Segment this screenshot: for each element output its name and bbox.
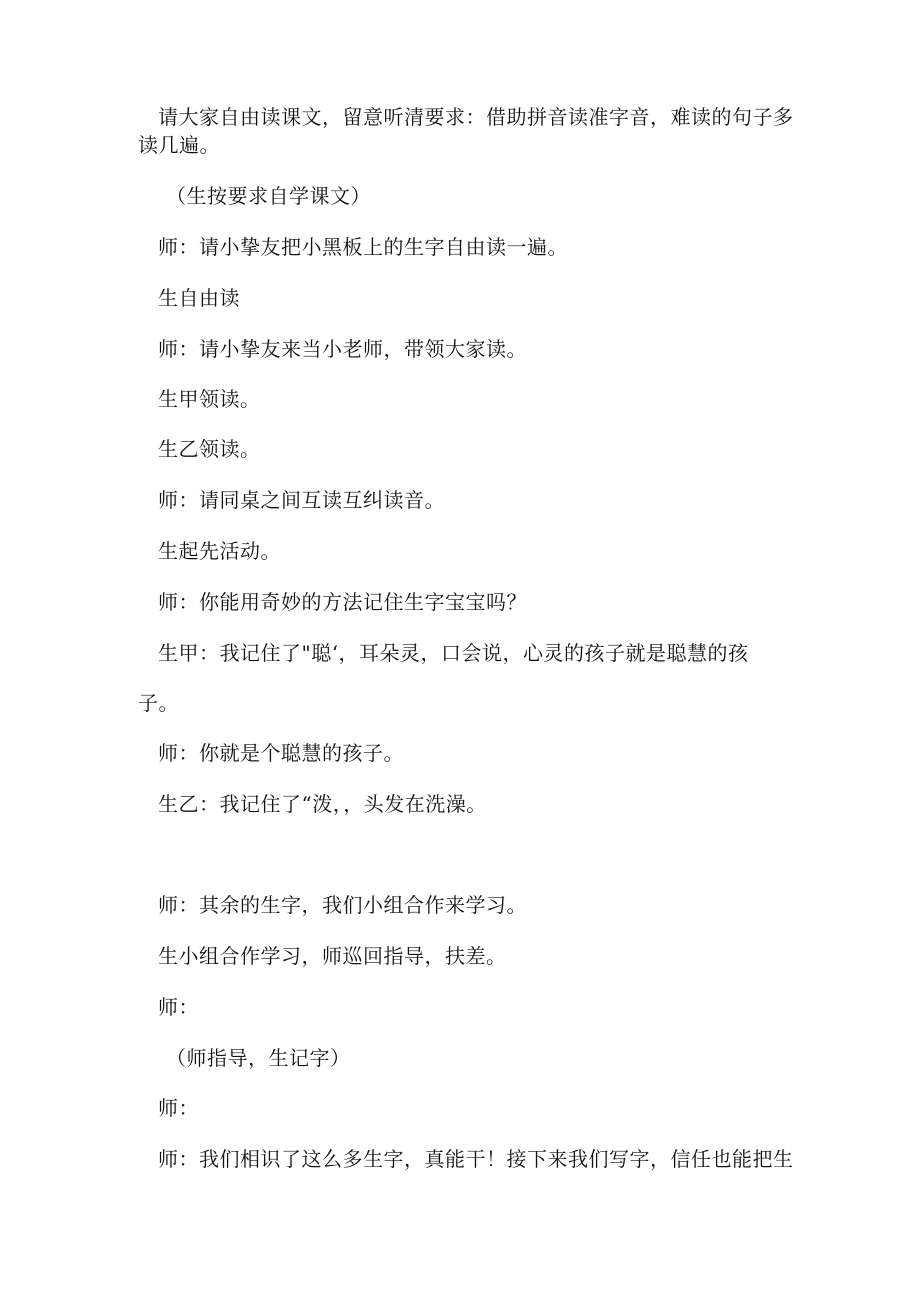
paragraph-line: 子。 (138, 691, 179, 715)
paragraph-line: 生小组合作学习，师巡回指导，扶差。 (158, 944, 507, 968)
paragraph-line: 师：你就是个聪慧的孩子。 (158, 741, 404, 765)
paragraph-line: 师：你能用奇妙的方法记住生字宝宝吗？ (158, 590, 527, 614)
paragraph-line: 师：请小挚友把小黑板上的生字自由读一遍。 (158, 235, 568, 259)
paragraph-line: 师： (158, 995, 199, 1019)
paragraph-line: 请大家自由读课文，留意听清要求：借助拼音读准字音，难读的句子多 (158, 105, 794, 129)
paragraph-line: 师： (158, 1096, 199, 1120)
paragraph-line: 师：请小挚友来当小老师，带领大家读。 (158, 337, 527, 361)
paragraph-line: 生甲领读。 (158, 387, 261, 411)
paragraph-line: 读几遍。 (138, 133, 220, 157)
paragraph-line: 师：请同桌之间互读互纠读音。 (158, 488, 445, 512)
paragraph-line: 师：我们相识了这么多生字，真能干！接下来我们写字，信任也能把生 (158, 1147, 794, 1171)
paragraph-line: 生起先活动。 (158, 539, 281, 563)
paragraph-line: 生乙：我记住了“泼，，头发在洗澡。 (158, 792, 487, 816)
paragraph-line: 生甲：我记住了"聪‘，耳朵灵，口会说，心灵的孩子就是聪慧的孩 (158, 641, 749, 665)
paragraph-line: 师：其余的生字，我们小组合作来学习。 (158, 893, 527, 917)
paragraph-line: （生按要求自学课文） (166, 184, 371, 208)
paragraph-line: 生自由读 (158, 286, 240, 310)
paragraph-line: （师指导，生记字） (166, 1046, 351, 1070)
paragraph-line: 生乙领读。 (158, 437, 261, 461)
